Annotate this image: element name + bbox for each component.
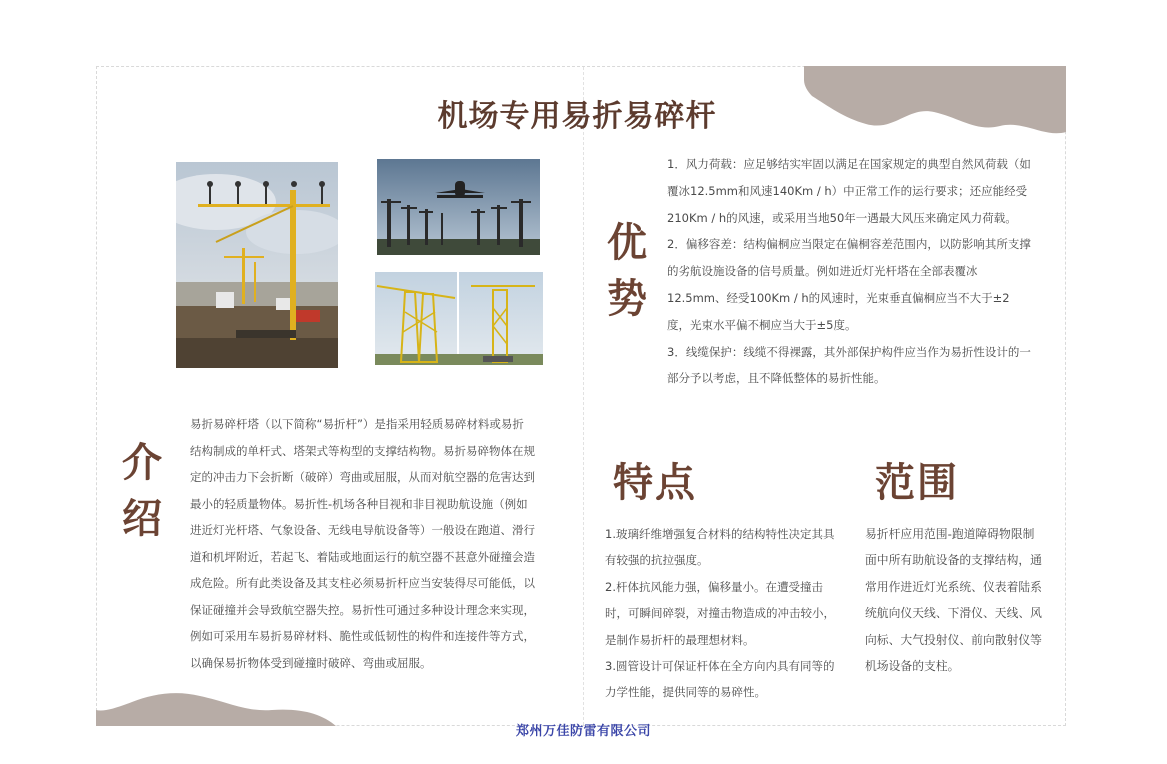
fold-line <box>583 67 584 725</box>
intro-heading <box>117 435 167 547</box>
scope-paragraph: 易折杆应用范围-跑道障碍物限制面中所有助航设备的支撑结构，通常用作进近灯光系统、仪表着陆系统航向仪天线、下滑仪、天线、风向标、大气投射仪、前向散射仪等机场设备的支柱。 <box>865 527 1042 674</box>
advantages-heading <box>602 215 652 327</box>
advantage-item-1: 1．风力荷载：应足够结实牢固以满足在国家规定的典型自然风荷载（如覆冰12.5mm和风速140Km / h）中正常工作的运行要求；还应能经受210Km / h的风速，或采用当地50年一遇最大风压来确定风力荷载。 <box>667 157 1031 225</box>
intro-paragraph: 易折易碎杆塔（以下简称“易折杆”）是指采用轻质易碎材料或易折结构制成的单杆式、塔架式等构型的支撑结构物。易折易碎物体在规定的冲击力下会折断（破碎）弯曲或屈服，从而对航空器的危害达到最小的轻质量物体。易折性-机场各种目视和非目视助航设施（例如进近灯光杆塔、气象设备、无线电导航设备等）一般设在跑道、滑行道和机坪附近，若起飞、着陆或地面运行的航空器不甚意外碰撞会造成危险。所有此类设备及其支柱必须易折杆应当安装得尽可能低，以保证碰撞并会导致航空器失控。易折性可通过多种设计理念来实现，例如可采用车易折易碎材料、脆性或低韧性的构件和连接件等方式，以确保易折物体受到碰撞时破碎、弯曲或屈服。 <box>190 417 535 670</box>
landing-aircraft-photo <box>377 159 540 255</box>
approach-light-tower-photo <box>176 162 338 368</box>
advantages-heading-char-2: 势 <box>607 275 647 322</box>
top-right-wave-decoration <box>804 66 1066 138</box>
company-name: 郑州万佳防雷有限公司 <box>515 724 651 739</box>
scope-heading: 范围 <box>875 459 959 506</box>
feature-item-3: 3.圆管设计可保证杆体在全方向内具有同等的力学性能，提供同等的易碎性。 <box>605 659 835 700</box>
page-title: 机场专用易折易碎杆 <box>437 99 717 134</box>
advantages-list <box>667 151 1031 392</box>
lattice-tower-photo <box>375 272 543 365</box>
brochure-page <box>96 66 1066 726</box>
advantage-item-3: 3．线缆保护：线缆不得裸露，其外部保护构件应当作为易折性设计的一部分予以考虑，且不降低整体的易折性能。 <box>667 344 1031 386</box>
features-list <box>605 521 837 706</box>
features-heading: 特点 <box>613 459 697 506</box>
intro-heading-char-1: 介 <box>122 439 162 486</box>
advantages-heading-char-1: 优 <box>607 219 647 266</box>
feature-item-1: 1.玻璃纤维增强复合材料的结构特性决定其具有较强的抗拉强度。 <box>605 527 835 568</box>
intro-heading-char-2: 绍 <box>122 495 162 542</box>
feature-item-2: 2.杆体抗风能力强，偏移量小。在遭受撞击时，可瞬间碎裂，对撞击物造成的冲击较小，是制作易折杆的最理想材料。 <box>605 579 835 647</box>
advantage-item-2: 2．偏移容差：结构偏桐应当限定在偏桐容差范围内，以防影响其所支撑的劣航设施设备的信号质量。例如进近灯光杆塔在全部表覆冰12.5mm、经受100Km / h的风速时，光束垂直偏桐应当不大于±2度，光束水平偏不桐应当大于±5度。 <box>667 237 1031 332</box>
